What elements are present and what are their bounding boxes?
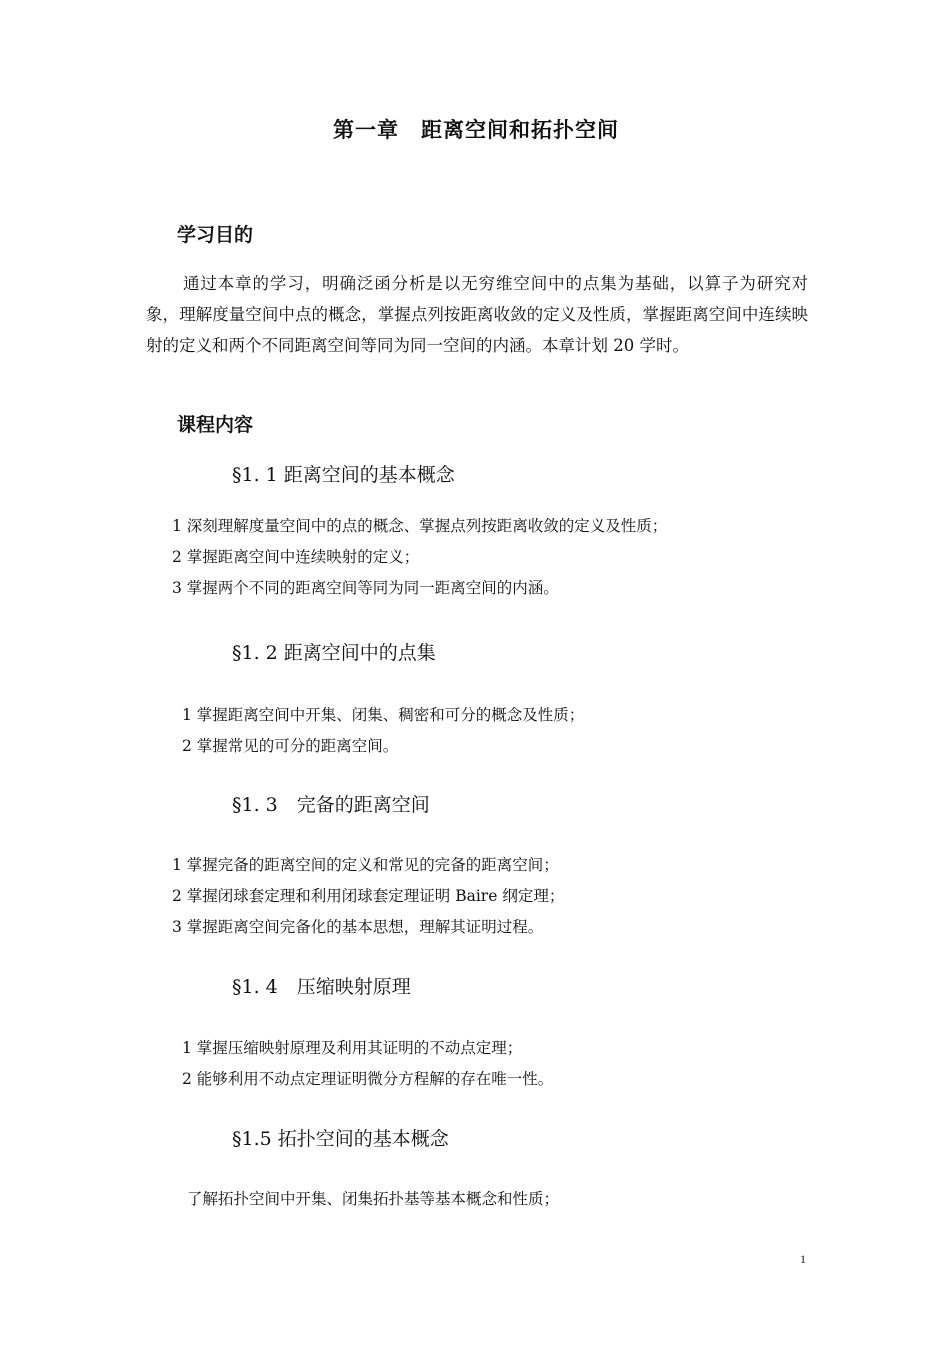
section-1-4-item: 1 掌握压缩映射原理及利用其证明的不动点定理； <box>182 1039 523 1057</box>
section-1-2-item: 1 掌握距离空间中开集、闭集、稠密和可分的概念及性质； <box>182 706 585 724</box>
section-1-1-item: 2 掌握距离空间中连续映射的定义； <box>172 548 420 566</box>
section-title-1-3: §1. 3 完备的距离空间 <box>232 794 430 816</box>
section-1-3-item: 1 掌握完备的距离空间的定义和常见的完备的距离空间； <box>172 856 559 874</box>
section-1-1-item: 3 掌握两个不同的距离空间等同为同一距离空间的内涵。 <box>172 579 559 597</box>
section-1-2-item: 2 掌握常见的可分的距离空间。 <box>182 737 399 755</box>
page-number: 1 <box>800 1252 806 1266</box>
section-1-3-item: 3 掌握距离空间完备化的基本思想，理解其证明过程。 <box>172 918 544 936</box>
objectives-paragraph: 通过本章的学习，明确泛函分析是以无穷维空间中的点集为基础，以算子为研究对象，理解度量空间中点的概念，掌握点列按距离收敛的定义及性质，掌握距离空间中连续映射的定义和两个不同距离空间等同为同一空间的内涵。本章计划 20 学时。 <box>146 274 808 355</box>
section-title-1-1: §1. 1 距离空间的基本概念 <box>232 464 455 486</box>
section-1-3-item: 2 掌握闭球套定理和利用闭球套定理证明 Baire 纲定理； <box>172 887 565 905</box>
section-1-5-item: 了解拓扑空间中开集、闭集拓扑基等基本概念和性质； <box>187 1190 560 1208</box>
objectives-heading: 学习目的 <box>177 224 254 246</box>
section-title-1-5: §1.5 拓扑空间的基本概念 <box>232 1128 449 1150</box>
section-1-4-item: 2 能够利用不动点定理证明微分方程解的存在唯一性。 <box>182 1070 554 1088</box>
section-title-1-4: §1. 4 压缩映射原理 <box>232 976 411 998</box>
section-1-1-item: 1 深刻理解度量空间中的点的概念、掌握点列按距离收敛的定义及性质； <box>172 517 668 535</box>
section-title-1-2: §1. 2 距离空间中的点集 <box>232 642 436 664</box>
chapter-title: 第一章 距离空间和拓扑空间 <box>333 118 619 142</box>
content-heading: 课程内容 <box>177 414 254 436</box>
